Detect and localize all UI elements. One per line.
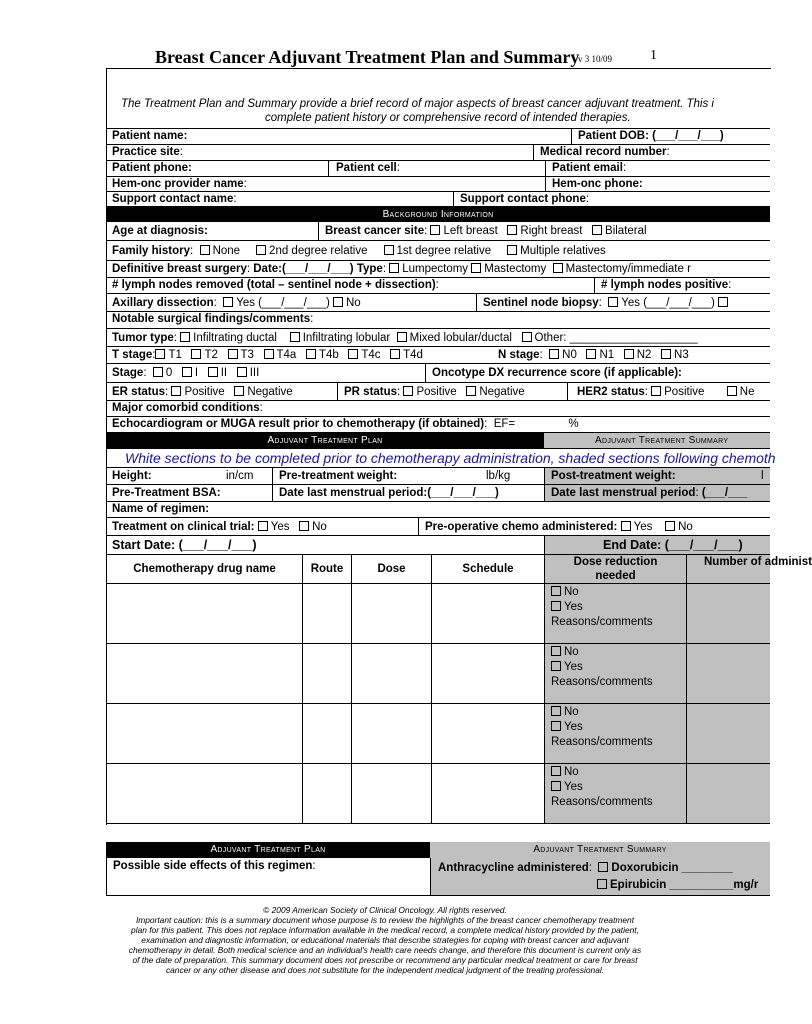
her2-positive-label: Positive xyxy=(664,386,705,398)
col-drug-name: Chemotherapy drug name xyxy=(106,554,302,583)
preop-label: Pre-operative chemo administered: xyxy=(425,521,618,533)
preop-no-checkbox[interactable] xyxy=(665,521,675,531)
col-schedule: Schedule xyxy=(431,554,544,583)
dose-cell[interactable] xyxy=(351,703,431,763)
lumpectomy-label: Lumpectomy xyxy=(402,263,469,275)
lymph-removed-label: # lymph nodes removed (total – sentinel node + dissection) xyxy=(112,279,436,291)
drug-name-cell[interactable] xyxy=(106,763,302,823)
end-date-field[interactable]: End Date: (___/___/___) xyxy=(544,536,770,554)
footer-disclaimer xyxy=(110,905,660,975)
family-history-field: Family history: None 2nd degree relative 1st degree relative Multiple relatives xyxy=(112,245,606,257)
dose-reduction-option-label: Reasons/comments xyxy=(551,796,653,808)
number-administered-cell[interactable] xyxy=(686,643,770,703)
row-provider xyxy=(106,176,770,191)
second-plan-header: Adjuvant Treatment Plan xyxy=(106,842,430,858)
dose-reduction-option-label: Reasons/comments xyxy=(551,736,653,748)
tumor-ductal-label: Infiltrating ductal xyxy=(193,332,277,344)
number-administered-cell[interactable] xyxy=(686,583,770,643)
row-axillary xyxy=(106,293,770,311)
site-right-label: Right breast xyxy=(520,225,583,237)
n-stage-field: N stage: N0 N1 N2 N3 xyxy=(498,349,689,361)
side-effects-cell[interactable]: Possible side effects of this regimen: xyxy=(106,858,430,896)
summary-header: Adjuvant Treatment Summary xyxy=(544,433,770,448)
t-stage-option-6: T4d xyxy=(403,349,423,361)
dose-reduction-option[interactable] xyxy=(551,585,686,600)
dose-reduction-yes-checkbox[interactable] xyxy=(551,661,561,671)
t-stage-option-0: T1 xyxy=(168,349,182,361)
side-effects-label: Possible side effects of this regimen xyxy=(113,860,313,872)
reasons-comments-label xyxy=(551,795,686,810)
row-comorbid xyxy=(106,400,770,416)
t-stage-option-1: T2 xyxy=(204,349,218,361)
notable-label: Notable surgical findings/comments xyxy=(112,313,311,325)
number-administered-cell[interactable] xyxy=(686,763,770,823)
row-family-history xyxy=(106,240,770,260)
schedule-cell[interactable] xyxy=(431,583,544,643)
provider-label: Hem-onc provider name xyxy=(112,178,244,190)
echo-ef-label: EF= xyxy=(493,418,516,430)
row-instructions xyxy=(106,448,776,467)
dose-reduction-option-label: Yes xyxy=(564,661,583,673)
surgery-date[interactable]: Date:(___/___/___) xyxy=(253,263,354,275)
row-stage xyxy=(106,363,770,382)
support-name-field[interactable]: Support contact name: xyxy=(112,193,237,205)
axillary-label: Axillary dissection xyxy=(112,297,214,309)
trial-no-checkbox[interactable] xyxy=(299,521,309,531)
patient-cell-label: Patient cell xyxy=(336,162,397,174)
trial-yes-checkbox[interactable] xyxy=(258,521,268,531)
practice-site-field[interactable]: Practice site: xyxy=(112,146,183,158)
patient-email-field[interactable]: Patient email: xyxy=(545,161,626,176)
menstrual-post-date: (___/___ xyxy=(701,487,748,499)
family-1st-label: 1st degree relative xyxy=(396,245,492,257)
stage-checkbox-3[interactable] xyxy=(237,367,247,377)
t-stage-checkbox-0[interactable] xyxy=(155,349,165,359)
row-patient-phone xyxy=(106,160,770,176)
dose-reduction-yes-checkbox[interactable] xyxy=(551,781,561,791)
support-phone-label: Support contact phone xyxy=(460,193,586,205)
axillary-yes-checkbox[interactable] xyxy=(223,297,233,307)
route-cell[interactable] xyxy=(302,643,351,703)
tumor-type-label: Tumor type xyxy=(112,332,174,344)
t-stage-checkbox-6[interactable] xyxy=(390,349,400,359)
trial-label: Treatment on clinical trial: xyxy=(112,521,255,533)
dose-reduction-cell[interactable] xyxy=(544,643,686,703)
lymph-positive-field[interactable]: # lymph nodes positive: xyxy=(594,278,731,293)
tumor-other-label[interactable]: Other: ____________________ xyxy=(534,332,698,344)
patient-name-field[interactable]: Patient name: xyxy=(112,130,188,142)
footer-line-2: plan for this patient. This does not replace information available in the medical record, a complete medical history provided by the patient, xyxy=(131,925,639,935)
echo-field[interactable]: Echocardiogram or MUGA result prior to chemotherapy (if obtained): EF= % xyxy=(112,418,579,430)
family-none-label: None xyxy=(212,245,241,257)
page-number: 1 xyxy=(650,48,657,63)
row-support xyxy=(106,191,770,206)
drug-name-cell[interactable] xyxy=(106,583,302,643)
bsa-field[interactable]: Pre-Treatment BSA: xyxy=(112,487,221,499)
er-negative-label: Negative xyxy=(247,386,293,398)
route-cell[interactable] xyxy=(302,703,351,763)
n-stage-option-1: N1 xyxy=(599,349,615,361)
dose-cell[interactable] xyxy=(351,643,431,703)
tumor-ductal-checkbox[interactable] xyxy=(180,332,190,342)
medical-record-label: Medical record number xyxy=(540,146,667,158)
comorbid-field[interactable]: Major comorbid conditions: xyxy=(112,402,263,414)
patient-email-label: Patient email xyxy=(552,162,623,174)
sentinel-label: Sentinel node biopsy xyxy=(483,297,599,309)
t-stage-option-4: T4b xyxy=(318,349,339,361)
dose-cell[interactable] xyxy=(351,583,431,643)
er-positive-label: Positive xyxy=(184,386,225,398)
er-status-field: ER status: Positive Negative xyxy=(112,386,293,398)
family-multiple-label: Multiple relatives xyxy=(520,245,606,257)
site-right-checkbox[interactable] xyxy=(507,225,517,235)
menstrual-post-field[interactable]: Date last menstrual period: (___/___ xyxy=(544,485,770,501)
row-practice-site xyxy=(106,144,770,160)
sentinel-yes-label: Yes (___/___/___) xyxy=(621,297,715,309)
footer-line-4: chemotherapy in detail. Both medical science and an individual's health care needs change, and therefore this document is current only as xyxy=(128,945,642,955)
lumpectomy-checkbox[interactable] xyxy=(389,263,399,273)
col-number-administered: Number of administ xyxy=(686,554,770,583)
pr-negative-label: Negative xyxy=(479,386,525,398)
row-tn-stage xyxy=(106,346,770,363)
intro-text xyxy=(106,97,806,125)
surgery-field: Definitive breast surgery: Date:(___/___/___) Type: Lumpectomy Mastectomy Mastectomy/immediate r xyxy=(112,263,691,275)
col-dose-reduction: Dose reduction needed xyxy=(544,554,686,583)
t-stage-label: T stage xyxy=(112,349,153,361)
n-stage-checkbox-3[interactable] xyxy=(661,349,671,359)
trial-yes-label: Yes xyxy=(270,521,290,533)
col-route: Route xyxy=(302,554,351,583)
stage-checkbox-1[interactable] xyxy=(182,367,192,377)
mastectomy-label: Mastectomy xyxy=(484,263,547,275)
n-stage-option-3: N3 xyxy=(674,349,689,361)
tumor-type-field: Tumor type: Infiltrating ductal Infiltrating lobular Mixed lobular/ductal Other: ____________________ xyxy=(112,332,698,344)
dose-reduction-option-label: No xyxy=(564,706,579,718)
dose-reduction-option[interactable] xyxy=(551,660,686,675)
row-patient-name xyxy=(106,128,770,144)
her2-negative-label: Ne xyxy=(739,386,755,398)
pr-positive-checkbox[interactable] xyxy=(403,386,413,396)
t-stage-option-3: T4a xyxy=(276,349,297,361)
row-trial xyxy=(106,517,770,535)
dose-reduction-yes-checkbox[interactable] xyxy=(551,721,561,731)
preop-yes-checkbox[interactable] xyxy=(621,521,631,531)
dose-reduction-cell[interactable] xyxy=(544,763,686,823)
document-header xyxy=(0,46,770,70)
plan-header: Adjuvant Treatment Plan xyxy=(106,433,544,448)
dose-reduction-option[interactable] xyxy=(551,645,686,660)
breast-site-label: Breast cancer site xyxy=(325,225,425,237)
patient-cell-field[interactable]: Patient cell: xyxy=(328,161,400,176)
sentinel-no-checkbox[interactable] xyxy=(718,297,728,307)
patient-dob-field[interactable]: Patient DOB: (___/___/___) xyxy=(571,129,724,144)
version-label: v 3 10/09 xyxy=(578,54,613,64)
dose-reduction-option-label: Reasons/comments xyxy=(551,676,653,688)
tumor-mixed-checkbox[interactable] xyxy=(397,332,407,342)
reasons-comments-label xyxy=(551,735,686,750)
dose-reduction-option[interactable] xyxy=(551,720,686,735)
n-stage-label: N stage xyxy=(498,349,540,361)
row-lymph-nodes xyxy=(106,277,770,293)
stage-checkbox-2[interactable] xyxy=(208,367,218,377)
dose-reduction-cell[interactable] xyxy=(544,703,686,763)
t-stage-checkbox-1[interactable] xyxy=(191,349,201,359)
reasons-comments-label xyxy=(551,615,686,630)
intro-line-2: complete patient history or comprehensive record of intended therapies. xyxy=(265,112,631,124)
footer-line-5: of the date of preparation. This summary document does not prescribe or recommend any particular medical treatment or care for breast xyxy=(132,955,638,965)
row-regimen xyxy=(106,501,770,517)
sentinel-field: Sentinel node biopsy: Yes (___/___/___) xyxy=(476,294,731,311)
doxorubicin-label[interactable]: Doxorubicin ________ xyxy=(611,862,733,874)
trial-no-label: No xyxy=(312,521,327,533)
lymph-positive-label: # lymph nodes positive xyxy=(601,279,729,291)
dose-reduction-option-label: Yes xyxy=(564,601,583,613)
echo-pct-label: % xyxy=(568,418,579,430)
dose-cell[interactable] xyxy=(351,763,431,823)
number-administered-cell[interactable] xyxy=(686,703,770,763)
stage-checkbox-0[interactable] xyxy=(153,367,163,377)
dose-reduction-cell[interactable] xyxy=(544,583,686,643)
sentinel-yes-checkbox[interactable] xyxy=(608,297,618,307)
oncotype-field[interactable]: Oncotype DX recurrence score (if applicable): xyxy=(425,364,682,382)
axillary-no-label: No xyxy=(346,297,361,309)
schedule-cell[interactable] xyxy=(431,703,544,763)
background-header: Background Information xyxy=(106,206,770,221)
epirubicin-label[interactable]: Epirubicin __________mg/r xyxy=(610,879,759,891)
n-stage-checkbox-0[interactable] xyxy=(549,349,559,359)
n-stage-option-0: N0 xyxy=(562,349,577,361)
mastectomy-checkbox[interactable] xyxy=(471,263,481,273)
hemonc-phone-field[interactable]: Hem-onc phone: xyxy=(545,177,643,191)
stage-label: Stage xyxy=(112,367,144,379)
family-2nd-label: 2nd degree relative xyxy=(269,245,368,257)
axillary-yes-label: Yes (___/___/___) xyxy=(236,297,330,309)
t-stage-option-5: T4c xyxy=(361,349,381,361)
support-name-label: Support contact name xyxy=(112,193,234,205)
er-status-label: ER status xyxy=(112,386,166,398)
pr-status-field: PR status: Positive Negative xyxy=(337,383,525,400)
dose-reduction-no-checkbox[interactable] xyxy=(551,586,561,596)
schedule-cell[interactable] xyxy=(431,643,544,703)
menstrual-field[interactable] xyxy=(272,485,544,501)
breast-site-field: Breast cancer site: Left breast Right breast Bilateral xyxy=(318,222,647,240)
family-history-label: Family history xyxy=(112,245,190,257)
n-stage-checkbox-2[interactable] xyxy=(624,349,634,359)
dose-reduction-option-label: No xyxy=(564,766,579,778)
comorbid-label: Major comorbid conditions xyxy=(112,402,260,414)
surgery-type-label: Type xyxy=(356,263,383,275)
dose-reduction-option[interactable] xyxy=(551,765,686,780)
stage-option-1: I xyxy=(194,367,199,379)
er-positive-checkbox[interactable] xyxy=(171,386,181,396)
tumor-mixed-label: Mixed lobular/ductal xyxy=(409,332,512,344)
dose-reduction-no-checkbox[interactable] xyxy=(551,706,561,716)
table-bottom-border xyxy=(106,823,770,824)
dose-reduction-option-label: No xyxy=(564,586,579,598)
dose-reduction-option[interactable] xyxy=(551,600,686,615)
col-dose: Dose xyxy=(351,554,431,583)
dose-reduction-option-label: Reasons/comments xyxy=(551,616,653,628)
stage-option-2: II xyxy=(220,367,228,379)
t-stage-checkbox-4[interactable] xyxy=(306,349,316,359)
menstrual-label: Date last menstrual period:(___/___/___) xyxy=(279,487,499,499)
drug-name-cell[interactable] xyxy=(106,703,302,763)
row-second-headers xyxy=(106,842,770,858)
her2-status-label: HER2 status xyxy=(577,386,645,398)
pr-positive-label: Positive xyxy=(416,386,457,398)
lymph-removed-field[interactable]: # lymph nodes removed (total – sentinel node + dissection): xyxy=(112,279,439,291)
pre-weight-field[interactable] xyxy=(272,468,544,484)
tumor-lobular-checkbox[interactable] xyxy=(290,332,300,342)
instructions-text: White sections to be completed prior to chemotherapy administration, shaded sections following chemoth xyxy=(125,450,776,466)
footer-line-1: Important caution: this is a summary document whose purpose is to review the highlights of the breast cancer chemotherapy treatment xyxy=(135,915,635,925)
dose-reduction-no-checkbox[interactable] xyxy=(551,766,561,776)
route-cell[interactable] xyxy=(302,583,351,643)
stage-option-0: 0 xyxy=(165,367,173,379)
dose-reduction-option-label: Yes xyxy=(564,781,583,793)
row-dates xyxy=(106,535,770,554)
height-field[interactable]: Height: xyxy=(112,470,152,482)
weight-unit: lb/kg xyxy=(486,470,511,482)
post-weight-label: Post-treatment weight: xyxy=(551,470,676,482)
dose-reduction-option-label: No xyxy=(564,646,579,658)
row-tumor-type xyxy=(106,328,770,346)
er-negative-checkbox[interactable] xyxy=(234,386,244,396)
preop-no-label: No xyxy=(678,521,693,533)
stage-field: Stage: 0 I II III xyxy=(112,367,260,379)
axillary-field: Axillary dissection: Yes (___/___/___) No xyxy=(112,297,361,309)
schedule-cell[interactable] xyxy=(431,763,544,823)
preop-field xyxy=(418,518,693,535)
n-stage-checkbox-1[interactable] xyxy=(586,349,596,359)
intro-line-1: The Treatment Plan and Summary provide a brief record of major aspects of breast cancer adjuvant treatment. This i xyxy=(121,98,714,110)
second-summary-header: Adjuvant Treatment Summary xyxy=(430,842,770,858)
family-1st-checkbox[interactable] xyxy=(384,245,394,255)
row-receptors xyxy=(106,382,770,400)
document-title: Breast Cancer Adjuvant Treatment Plan and Summary xyxy=(155,47,580,67)
t-stage-checkbox-5[interactable] xyxy=(348,349,358,359)
age-field[interactable]: Age at diagnosis: xyxy=(112,225,208,237)
family-2nd-checkbox[interactable] xyxy=(256,245,266,255)
row-bsa xyxy=(106,484,770,501)
site-bilateral-checkbox[interactable] xyxy=(592,225,602,235)
post-weight-unit: l xyxy=(761,470,764,482)
practice-site-label: Practice site xyxy=(112,146,180,158)
mastectomy-immediate-label: Mastectomy/immediate r xyxy=(565,263,691,275)
trial-field xyxy=(106,518,327,535)
site-left-checkbox[interactable] xyxy=(430,225,440,235)
pre-weight-label: Pre-treatment weight: xyxy=(279,470,398,482)
menstrual-post-label: Date last menstrual period xyxy=(551,487,696,499)
t-stage-checkbox-3[interactable] xyxy=(264,349,274,359)
row-height-weight xyxy=(106,467,770,484)
dose-reduction-yes-checkbox[interactable] xyxy=(551,601,561,611)
anthracycline-cell: Anthracycline administered: Doxorubicin ________ Epirubicin __________mg/r xyxy=(430,858,770,896)
axillary-no-checkbox[interactable] xyxy=(333,297,343,307)
row-surgery xyxy=(106,260,770,277)
row-echo xyxy=(106,416,770,432)
row-notable xyxy=(106,311,770,328)
patient-phone-field[interactable]: Patient phone: xyxy=(112,162,192,174)
post-weight-field[interactable] xyxy=(544,468,770,484)
t-stage-option-2: T3 xyxy=(240,349,254,361)
support-phone-field[interactable]: Support contact phone: xyxy=(453,192,589,206)
site-left-label: Left breast xyxy=(443,225,498,237)
echo-label: Echocardiogram or MUGA result prior to chemotherapy (if obtained) xyxy=(112,418,485,430)
t-stage-checkbox-2[interactable] xyxy=(228,349,238,359)
her2-negative-checkbox[interactable] xyxy=(727,386,737,396)
tumor-other-checkbox[interactable] xyxy=(522,332,532,342)
surgery-label: Definitive breast surgery xyxy=(112,263,247,275)
row-age-site xyxy=(106,221,770,240)
family-none-checkbox[interactable] xyxy=(200,245,210,255)
epirubicin-checkbox[interactable] xyxy=(597,879,607,889)
medical-record-field[interactable]: Medical record number: xyxy=(533,145,670,160)
row-plan-headers xyxy=(106,432,770,448)
her2-positive-checkbox[interactable] xyxy=(651,386,661,396)
route-cell[interactable] xyxy=(302,763,351,823)
tumor-lobular-label: Infiltrating lobular xyxy=(302,332,391,344)
dose-reduction-option[interactable] xyxy=(551,705,686,720)
provider-field[interactable]: Hem-onc provider name: xyxy=(112,178,247,190)
footer-line-3: examination and diagnostic information, or educational materials that describe strategies for coping with breast cancer and adjuvant xyxy=(141,935,629,945)
family-multiple-checkbox[interactable] xyxy=(507,245,517,255)
dose-reduction-option-label: Yes xyxy=(564,721,583,733)
footer-line-6: cancer or any other disease and does not substitute for the independent medical judgment of the treating professional. xyxy=(165,965,605,975)
pr-status-label: PR status xyxy=(344,386,398,398)
preop-yes-label: Yes xyxy=(633,521,653,533)
height-unit: in/cm xyxy=(226,470,254,482)
footer-line-0: © 2009 American Society of Clinical Oncology. All rights reserved. xyxy=(263,905,507,915)
site-bilateral-label: Bilateral xyxy=(605,225,647,237)
anthracycline-label: Anthracycline administered xyxy=(438,862,589,874)
n-stage-option-2: N2 xyxy=(636,349,652,361)
mastectomy-immediate-checkbox[interactable] xyxy=(553,263,563,273)
t-stage-field: T stage: T1 T2 T3 T4a T4b T4c T4d xyxy=(112,349,423,361)
notable-field[interactable]: Notable surgical findings/comments: xyxy=(112,313,314,325)
regimen-field[interactable]: Name of regimen: xyxy=(112,503,210,515)
her2-status-field: HER2 status: Positive Ne xyxy=(567,383,755,400)
doxorubicin-checkbox[interactable] xyxy=(598,862,608,872)
reasons-comments-label xyxy=(551,675,686,690)
dose-reduction-option[interactable] xyxy=(551,780,686,795)
pr-negative-checkbox[interactable] xyxy=(466,386,476,396)
start-date-field[interactable]: Start Date: (___/___/___) xyxy=(112,538,257,552)
dose-reduction-no-checkbox[interactable] xyxy=(551,646,561,656)
stage-option-3: III xyxy=(249,367,260,379)
drug-name-cell[interactable] xyxy=(106,643,302,703)
